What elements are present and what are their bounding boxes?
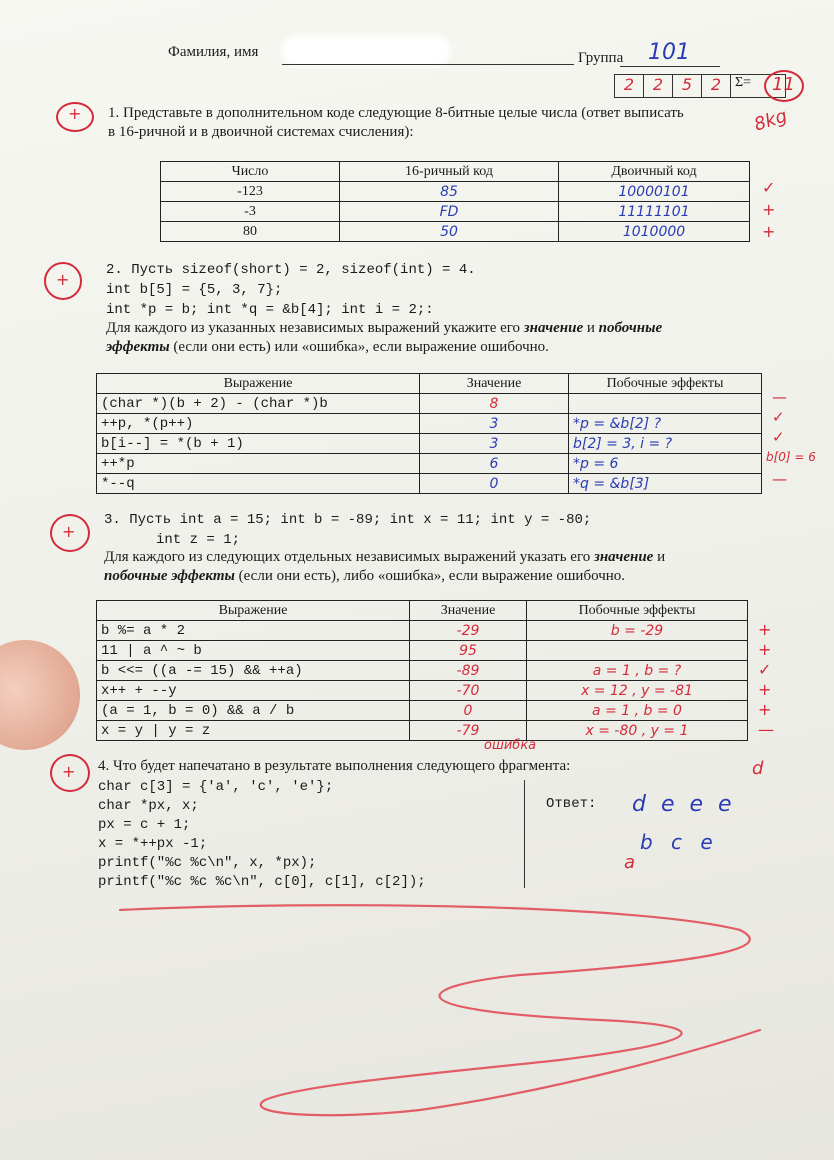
q3-mark-row6: —: [758, 720, 774, 739]
scribble-stroke: [120, 905, 760, 1115]
score-q2: 2: [644, 75, 673, 97]
q3-side: b = -29: [527, 621, 748, 641]
q1-bin: 1010000: [559, 222, 750, 242]
q2-val: 8: [420, 394, 569, 414]
q4-mark: +: [62, 762, 76, 781]
score-q1: 2: [615, 75, 644, 97]
q2-line2: int b[5] = {5, 3, 7};: [106, 282, 283, 298]
code-line: printf("%c %c %c\n", c[0], c[1], c[2]);: [98, 874, 426, 890]
q3-mark-row2: +: [758, 640, 772, 659]
q1-mark-row2: +: [762, 200, 776, 219]
q2-side: *p = &b[2] ?: [569, 414, 762, 434]
q1-top-note: 8kg: [751, 105, 790, 136]
q2-col-side: Побочные эффекты: [569, 374, 762, 394]
sum-value: 11: [772, 74, 795, 95]
q3-desc2-text: (если они есть), либо «ошибка», если выражение ошибочно.: [238, 568, 626, 584]
q2-val: 3: [420, 434, 569, 454]
q3-side: x = 12 , y = -81: [527, 681, 748, 701]
q1-mark-row3: +: [762, 222, 776, 241]
q1-bin: 10000101: [559, 182, 750, 202]
q2-expr: ++*p: [97, 454, 420, 474]
q1-text-1: 1. Представьте в дополнительном коде следующие 8-битные целые числа (ответ выписать: [108, 105, 684, 121]
q2-desc1-bold2: побочные: [598, 320, 663, 336]
answer-top: d: [752, 758, 764, 779]
q2-mark: +: [56, 270, 70, 289]
score-q3: 5: [673, 75, 702, 97]
q1-num: -3: [161, 202, 340, 222]
q3-mark-row1: +: [758, 620, 772, 639]
code-line: char c[3] = {'a', 'c', 'e'};: [98, 779, 334, 795]
group-label: Группа: [578, 50, 624, 66]
group-value: 101: [648, 40, 690, 65]
q3-expr: x = y | y = z: [97, 721, 410, 741]
q1-mark-row1: ✓: [762, 178, 776, 197]
q2-line3: int *p = b; int *q = &b[4]; int i = 2;:: [106, 302, 434, 318]
q3-val: -79: [410, 721, 527, 741]
q3-mark-row4: +: [758, 680, 772, 699]
q3-side: a = 1 , b = ?: [527, 661, 748, 681]
q3-expr: x++ + --y: [97, 681, 410, 701]
q3-desc1-text: Для каждого из следующих отдельных независимых выражений указать его: [104, 549, 591, 565]
q3-error-note: ошибка: [484, 738, 537, 753]
q2-desc2-text: (если они есть) или «ошибка», если выражение ошибочно.: [173, 339, 549, 355]
q1-hex: FD: [340, 202, 559, 222]
q1-hex: 85: [340, 182, 559, 202]
q1-mark: +: [68, 104, 82, 123]
q3-line1-text: 3. Пусть int a = 15; int b = -89; int x = 11; int y = -80;: [104, 512, 592, 528]
answer-line2: b c e: [640, 830, 719, 854]
q3-desc2-bold: побочные эффекты: [104, 568, 235, 584]
q3-col-side: Побочные эффекты: [527, 601, 748, 621]
answer-label: Ответ:: [546, 796, 597, 812]
name-label: Фамилия, имя: [168, 44, 259, 60]
q2-desc1-bold1: значение: [523, 320, 584, 336]
q3-val: 95: [410, 641, 527, 661]
q3-val: -70: [410, 681, 527, 701]
q3-val: -29: [410, 621, 527, 641]
q2-expr: ++p, *(p++): [97, 414, 420, 434]
q2-desc2-bold: эффекты: [106, 339, 170, 355]
q3-val: 0: [410, 701, 527, 721]
q2-val: 3: [420, 414, 569, 434]
q2-expr: (char *)(b + 2) - (char *)b: [97, 394, 420, 414]
q3-expr: b %= a * 2: [97, 621, 410, 641]
score-q4: 2: [702, 75, 731, 97]
q1-bin: 11111101: [559, 202, 750, 222]
q2-line1-text: 2. Пусть sizeof(short) = 2, sizeof(int) = 4.: [106, 262, 476, 278]
q3-desc1-bold: значение: [594, 549, 654, 565]
q2-mark-row3: ✓: [772, 428, 785, 446]
q3-desc1-and: и: [657, 549, 666, 565]
q2-val: 6: [420, 454, 569, 474]
q3-val: -89: [410, 661, 527, 681]
q3-mark-row5: +: [758, 700, 772, 719]
q3-side: a = 1 , b = 0: [527, 701, 748, 721]
q2-expr: b[i--] = *(b + 1): [97, 434, 420, 454]
q2-expr: *--q: [97, 474, 420, 494]
q3-expr: 11 | a ^ ~ b: [97, 641, 410, 661]
q2-col-val: Значение: [420, 374, 569, 394]
q2-mark-row5: —: [772, 470, 787, 488]
q1-num: -123: [161, 182, 340, 202]
answer-extra: a: [624, 852, 636, 873]
q3-col-val: Значение: [410, 601, 527, 621]
q2-mark-row2: ✓: [772, 408, 785, 426]
code-line: printf("%c %c\n", x, *px);: [98, 855, 317, 871]
q2-desc1-text: Для каждого из указанных независимых выражений укажите его: [106, 320, 521, 336]
code-line: x = *++px -1;: [98, 836, 208, 852]
q2-mark-row4: b[0] = 6: [766, 450, 816, 464]
q3-mark-row3: ✓: [758, 660, 772, 679]
q2-side: *p = 6: [569, 454, 762, 474]
q1-num: 80: [161, 222, 340, 242]
q2-side: *q = &b[3]: [569, 474, 762, 494]
q1-col-bin: Двоичный код: [559, 162, 750, 182]
q1-col-number: Число: [161, 162, 340, 182]
q4-title: 4. Что будет напечатано в результате выполнения следующего фрагмента:: [98, 758, 571, 774]
q2-mark-row1: —: [772, 388, 787, 406]
q3-col-expr: Выражение: [97, 601, 410, 621]
answer-line1: d e e e: [632, 792, 736, 817]
q3-expr: (a = 1, b = 0) && a / b: [97, 701, 410, 721]
q2-val: 0: [420, 474, 569, 494]
q2-desc1-and: и: [586, 320, 595, 336]
q1-text-2: в 16-ричной и в двоичной системах счисления):: [108, 124, 414, 140]
q2-side: b[2] = 3, i = ?: [569, 434, 762, 454]
q1-col-hex: 16-ричный код: [340, 162, 559, 182]
q2-col-expr: Выражение: [97, 374, 420, 394]
sum-label: Σ=: [735, 75, 752, 90]
q1-hex: 50: [340, 222, 559, 242]
q3-mark: +: [62, 522, 76, 541]
q3-expr: b <<= ((a -= 15) && ++a): [97, 661, 410, 681]
q3-side: x = -80 , y = 1: [527, 721, 748, 741]
code-line: px = c + 1;: [98, 817, 191, 833]
q3-line2: int z = 1;: [156, 532, 241, 548]
code-line: char *px, x;: [98, 798, 199, 814]
